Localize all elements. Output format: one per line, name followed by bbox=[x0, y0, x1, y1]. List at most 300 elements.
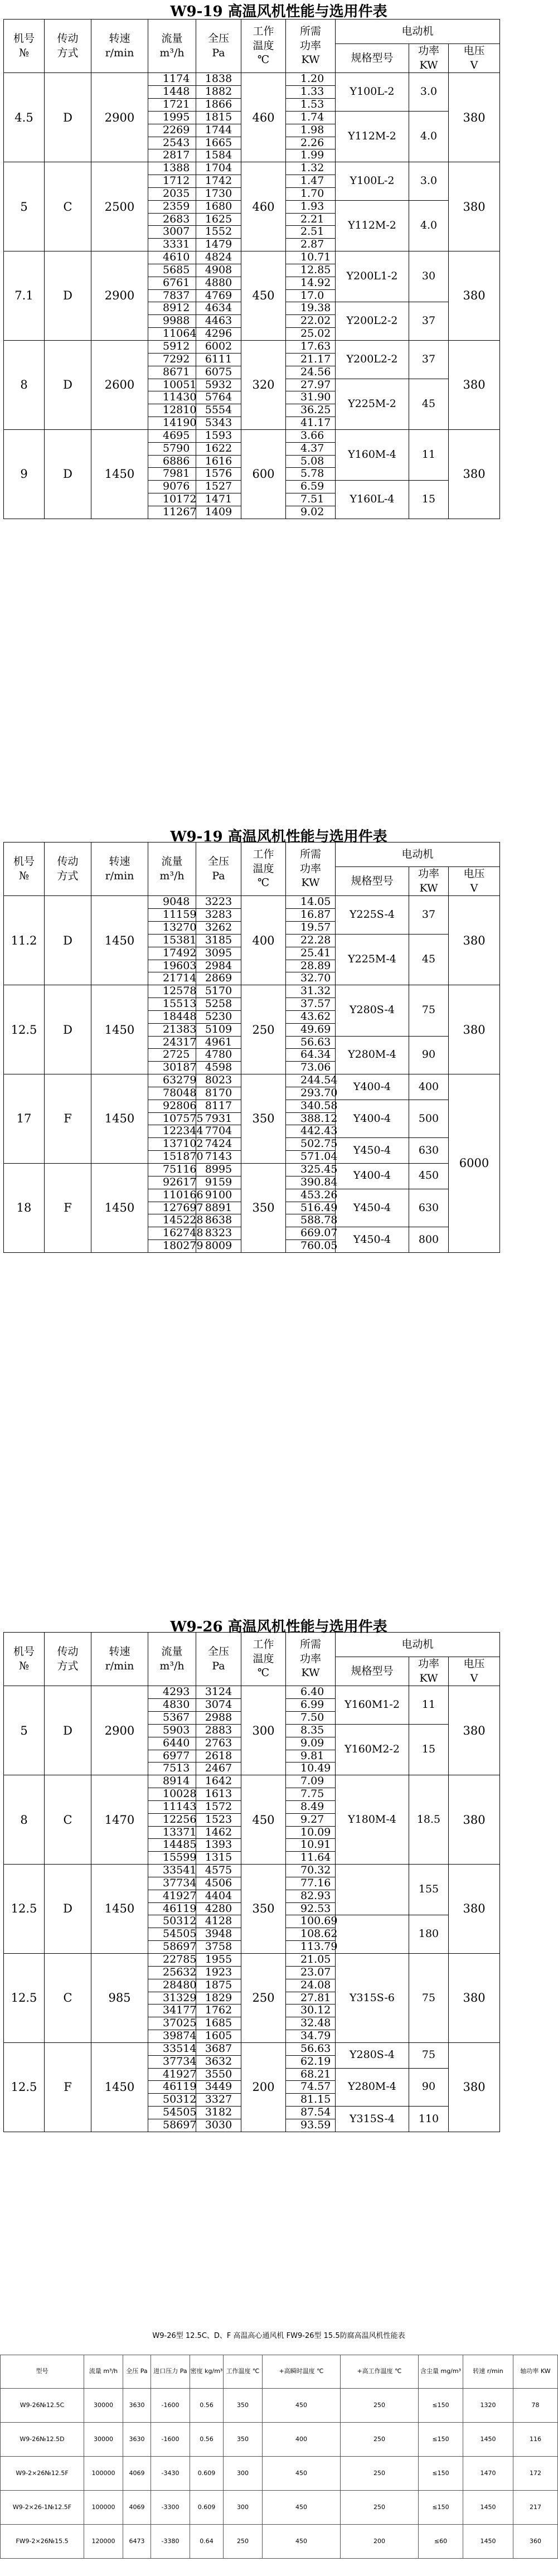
header-temp bbox=[241, 1633, 286, 1686]
table-row bbox=[1, 2491, 558, 2525]
header-text: 所需 bbox=[299, 848, 321, 861]
motor-type-cell bbox=[336, 1915, 409, 1954]
small-cell: 1450 bbox=[463, 2491, 513, 2525]
header-text: 温度 bbox=[253, 862, 274, 875]
small-cell: 1450 bbox=[463, 2423, 513, 2457]
power-cell: 41.17 bbox=[286, 417, 336, 430]
speed-cell: 1450 bbox=[91, 1164, 148, 1253]
flow-cell: 1448 bbox=[148, 86, 196, 99]
small-cell: 0.64 bbox=[190, 2525, 224, 2559]
table-row bbox=[4, 2042, 500, 2055]
model-cell: 12.5 bbox=[4, 1954, 45, 2043]
flow-cell: 9048 bbox=[148, 896, 196, 909]
pressure-cell: 1593 bbox=[196, 429, 241, 442]
motor-type-cell: Y200L2-2 bbox=[336, 341, 409, 379]
header-pressure bbox=[196, 1633, 241, 1686]
power-cell: 9.02 bbox=[286, 506, 336, 519]
flow-cell: 9076 bbox=[148, 481, 196, 493]
power-cell: 6.99 bbox=[286, 1699, 336, 1712]
flow-cell: 33541 bbox=[148, 1865, 196, 1877]
flow-cell: 12256 bbox=[148, 1813, 196, 1826]
pressure-cell: 1622 bbox=[196, 442, 241, 455]
power-cell: 24.56 bbox=[286, 366, 336, 379]
flow-cell: 9988 bbox=[148, 315, 196, 328]
motor-type-cell: Y280M-4 bbox=[336, 2068, 409, 2107]
small-cell: 250 bbox=[341, 2423, 419, 2457]
drive-cell: D bbox=[45, 985, 91, 1074]
power-cell: 442.43 bbox=[286, 1125, 336, 1138]
model-cell: 11.2 bbox=[4, 896, 45, 985]
flow-cell: 31329 bbox=[148, 1992, 196, 2004]
header-text: 规格型号 bbox=[351, 1664, 394, 1677]
header-text: 电动机 bbox=[401, 25, 434, 37]
power-cell: 5.78 bbox=[286, 468, 336, 481]
motor-power-cell: 75 bbox=[409, 985, 449, 1036]
pressure-cell: 2988 bbox=[196, 1711, 241, 1724]
power-cell: 19.57 bbox=[286, 921, 336, 934]
small-cell: -1600 bbox=[151, 2423, 190, 2457]
flow-cell: 11430 bbox=[148, 391, 196, 404]
table-row bbox=[4, 1164, 500, 1176]
motor-power-cell: 37 bbox=[409, 341, 449, 379]
flow-cell: 34177 bbox=[148, 2004, 196, 2017]
motor-power-cell: 75 bbox=[409, 1954, 449, 2043]
motor-type-cell: Y100L-2 bbox=[336, 162, 409, 201]
small-cell: 360 bbox=[513, 2525, 558, 2559]
header-text: 电压 bbox=[463, 45, 485, 57]
power-cell: 390.84 bbox=[286, 1176, 336, 1189]
pressure-cell: 1471 bbox=[196, 493, 241, 506]
small-cell: 450 bbox=[263, 2457, 341, 2491]
temp-cell: 600 bbox=[241, 429, 286, 519]
header-text: 全压 bbox=[207, 32, 229, 45]
flow-cell: 21714 bbox=[148, 972, 196, 985]
pressure-cell: 6002 bbox=[196, 341, 241, 354]
power-cell: 62.19 bbox=[286, 2055, 336, 2068]
power-cell: 17.0 bbox=[286, 289, 336, 302]
power-cell: 100.69 bbox=[286, 1915, 336, 1928]
speed-cell: 2600 bbox=[91, 341, 148, 430]
flow-cell: 8671 bbox=[148, 366, 196, 379]
pressure-cell: 1576 bbox=[196, 468, 241, 481]
flow-cell: 151870 bbox=[148, 1151, 196, 1164]
small-cell: 1320 bbox=[463, 2389, 513, 2423]
header-text: 功率 bbox=[418, 45, 439, 57]
motor-type-cell: Y225S-4 bbox=[336, 896, 409, 934]
pressure-cell: 8009 bbox=[196, 1240, 241, 1253]
motor-power-cell: 45 bbox=[409, 379, 449, 429]
header-drive bbox=[45, 1633, 91, 1686]
power-cell: 21.05 bbox=[286, 1954, 336, 1967]
temp-cell: 250 bbox=[241, 985, 286, 1074]
header-power bbox=[286, 842, 336, 896]
pressure-cell: 3182 bbox=[196, 2107, 241, 2119]
power-cell: 10.91 bbox=[286, 1839, 336, 1852]
power-cell: 93.59 bbox=[286, 2119, 336, 2132]
power-cell: 1.33 bbox=[286, 86, 336, 99]
header-text: № bbox=[19, 46, 29, 59]
header-text: 方式 bbox=[57, 869, 79, 882]
motor-type-cell: Y315S-4 bbox=[336, 2107, 409, 2132]
flow-cell: 3331 bbox=[148, 239, 196, 251]
model-cell: 17 bbox=[4, 1074, 45, 1164]
header-text: 机号 bbox=[13, 1645, 35, 1658]
voltage-cell: 380 bbox=[449, 341, 500, 430]
temp-cell: 460 bbox=[241, 73, 286, 162]
flow-cell: 3007 bbox=[148, 226, 196, 239]
flow-cell: 1388 bbox=[148, 162, 196, 175]
flow-cell: 2269 bbox=[148, 124, 196, 137]
voltage-cell: 380 bbox=[449, 896, 500, 985]
header-motor-power bbox=[409, 1657, 449, 1686]
power-cell: 14.05 bbox=[286, 896, 336, 909]
power-cell: 56.63 bbox=[286, 1036, 336, 1049]
drive-cell: D bbox=[45, 429, 91, 519]
small-cell: 217 bbox=[513, 2491, 558, 2525]
flow-cell: 6886 bbox=[148, 455, 196, 468]
power-cell: 77.16 bbox=[286, 1877, 336, 1890]
power-cell: 43.62 bbox=[286, 1010, 336, 1023]
power-cell: 23.07 bbox=[286, 1966, 336, 1979]
small-cell: 116 bbox=[513, 2423, 558, 2457]
flow-cell: 11159 bbox=[148, 909, 196, 922]
small-cell: 450 bbox=[263, 2491, 341, 2525]
flow-cell: 110166 bbox=[148, 1189, 196, 1202]
power-cell: 34.79 bbox=[286, 2030, 336, 2043]
flow-cell: 5912 bbox=[148, 341, 196, 354]
power-cell: 81.15 bbox=[286, 2094, 336, 2107]
motor-power-cell: 11 bbox=[409, 1686, 449, 1725]
drive-cell: D bbox=[45, 1865, 91, 1954]
power-cell: 1.47 bbox=[286, 175, 336, 188]
pressure-cell: 1829 bbox=[196, 1992, 241, 2004]
motor-power-cell: 630 bbox=[409, 1189, 449, 1227]
motor-power-cell: 45 bbox=[409, 934, 449, 985]
header-text: № bbox=[19, 869, 29, 882]
small-cell: 250 bbox=[341, 2457, 419, 2491]
motor-type-cell: Y450-4 bbox=[336, 1227, 409, 1253]
pressure-cell: 5343 bbox=[196, 417, 241, 430]
motor-type-cell: Y400-4 bbox=[336, 1074, 409, 1100]
drive-cell: D bbox=[45, 251, 91, 341]
small-header-cell: 含尘量 mg/m³ bbox=[419, 2355, 463, 2389]
header-text: 传动 bbox=[57, 855, 79, 868]
pressure-cell: 8323 bbox=[196, 1227, 241, 1240]
pressure-cell: 4404 bbox=[196, 1890, 241, 1902]
motor-power-cell: 500 bbox=[409, 1100, 449, 1138]
pressure-cell: 1866 bbox=[196, 98, 241, 111]
power-cell: 2.21 bbox=[286, 213, 336, 226]
pressure-cell: 3124 bbox=[196, 1686, 241, 1699]
pressure-cell: 4908 bbox=[196, 264, 241, 277]
flow-cell: 92617 bbox=[148, 1176, 196, 1189]
flow-cell: 4695 bbox=[148, 429, 196, 442]
flow-cell: 37734 bbox=[148, 1877, 196, 1890]
header-text: 流量 bbox=[161, 32, 183, 45]
power-cell: 32.70 bbox=[286, 972, 336, 985]
small-cell: ≤150 bbox=[419, 2457, 463, 2491]
voltage-cell: 380 bbox=[449, 429, 500, 519]
pressure-cell: 1815 bbox=[196, 111, 241, 124]
pressure-cell: 7704 bbox=[196, 1125, 241, 1138]
flow-cell: 5790 bbox=[148, 442, 196, 455]
flow-cell: 162748 bbox=[148, 1227, 196, 1240]
temp-cell: 250 bbox=[241, 1954, 286, 2043]
small-cell: 3630 bbox=[123, 2423, 151, 2457]
header-drive bbox=[45, 20, 91, 73]
power-cell: 28.89 bbox=[286, 960, 336, 972]
small-cell: 30000 bbox=[84, 2423, 123, 2457]
pressure-cell: 1613 bbox=[196, 1788, 241, 1801]
performance-table bbox=[3, 1632, 500, 2132]
header-text: 工作 bbox=[253, 848, 274, 861]
header-motor bbox=[336, 1633, 500, 1657]
pressure-cell: 9159 bbox=[196, 1176, 241, 1189]
flow-cell: 13270 bbox=[148, 921, 196, 934]
pressure-cell: 4463 bbox=[196, 315, 241, 328]
pressure-cell: 1665 bbox=[196, 137, 241, 149]
flow-cell: 21383 bbox=[148, 1023, 196, 1036]
model-cell: 12.5 bbox=[4, 1865, 45, 1954]
power-cell: 16.87 bbox=[286, 909, 336, 922]
flow-cell: 46119 bbox=[148, 1902, 196, 1915]
motor-type-cell: Y200L1-2 bbox=[336, 251, 409, 302]
pressure-cell: 2883 bbox=[196, 1724, 241, 1737]
flow-cell: 58697 bbox=[148, 2119, 196, 2132]
performance-table bbox=[3, 842, 500, 1253]
header-temp bbox=[241, 842, 286, 896]
motor-power-cell: 30 bbox=[409, 251, 449, 302]
small-cell: ≤150 bbox=[419, 2491, 463, 2525]
voltage-cell: 380 bbox=[449, 985, 500, 1074]
pressure-cell: 1409 bbox=[196, 506, 241, 519]
power-cell: 516.49 bbox=[286, 1202, 336, 1214]
header-text: 所需 bbox=[299, 1638, 321, 1651]
performance-table bbox=[3, 19, 500, 519]
pressure-cell: 9100 bbox=[196, 1189, 241, 1202]
pressure-cell: 7424 bbox=[196, 1138, 241, 1151]
small-cell: 120000 bbox=[84, 2525, 123, 2559]
motor-type-cell: Y280S-4 bbox=[336, 2042, 409, 2068]
pressure-cell: 1882 bbox=[196, 86, 241, 99]
header-text: m³/h bbox=[159, 1659, 185, 1672]
flow-cell: 63279 bbox=[148, 1074, 196, 1087]
pressure-cell: 1572 bbox=[196, 1800, 241, 1813]
pressure-cell: 1523 bbox=[196, 1813, 241, 1826]
header-text: ℃ bbox=[257, 1667, 270, 1679]
speed-cell: 1450 bbox=[91, 1865, 148, 1954]
power-cell: 1.70 bbox=[286, 187, 336, 200]
motor-power-cell: 15 bbox=[409, 1724, 449, 1775]
small-cell: -1600 bbox=[151, 2389, 190, 2423]
power-cell: 1.93 bbox=[286, 200, 336, 213]
pressure-cell: 2467 bbox=[196, 1762, 241, 1775]
speed-cell: 1450 bbox=[91, 1074, 148, 1164]
motor-type-cell: Y450-4 bbox=[336, 1189, 409, 1227]
header-motor-type bbox=[336, 1657, 409, 1686]
section-title: W9-19 高温风机性能与选用件表 bbox=[170, 829, 387, 845]
pressure-cell: 3223 bbox=[196, 896, 241, 909]
header-model bbox=[4, 842, 45, 896]
small-cell: 300 bbox=[224, 2491, 263, 2525]
motor-power-cell: 90 bbox=[409, 2068, 449, 2107]
flow-cell: 8914 bbox=[148, 1775, 196, 1788]
flow-cell: 75116 bbox=[148, 1164, 196, 1176]
pressure-cell: 5764 bbox=[196, 391, 241, 404]
header-power bbox=[286, 1633, 336, 1686]
pressure-cell: 1584 bbox=[196, 149, 241, 162]
power-cell: 760.05 bbox=[286, 1240, 336, 1253]
speed-cell: 2500 bbox=[91, 162, 148, 251]
flow-cell: 13371 bbox=[148, 1826, 196, 1839]
flow-cell: 5685 bbox=[148, 264, 196, 277]
temp-cell: 350 bbox=[241, 1164, 286, 1253]
header-motor-power bbox=[409, 44, 449, 73]
power-cell: 453.26 bbox=[286, 1189, 336, 1202]
power-cell: 293.70 bbox=[286, 1087, 336, 1100]
flow-cell: 145228 bbox=[148, 1214, 196, 1227]
power-cell: 12.85 bbox=[286, 264, 336, 277]
voltage-cell: 380 bbox=[449, 162, 500, 251]
temp-cell: 450 bbox=[241, 1775, 286, 1865]
small-cell: ≤150 bbox=[419, 2389, 463, 2423]
small-cell: 250 bbox=[341, 2491, 419, 2525]
header-text: V bbox=[470, 1672, 478, 1684]
pressure-cell: 1704 bbox=[196, 162, 241, 175]
pressure-cell: 1462 bbox=[196, 1826, 241, 1839]
power-cell: 22.02 bbox=[286, 315, 336, 328]
pressure-cell: 4780 bbox=[196, 1049, 241, 1062]
small-cell: W9-2×26№12.5F bbox=[1, 2457, 84, 2491]
model-cell: 5 bbox=[4, 1686, 45, 1775]
small-cell: 4069 bbox=[123, 2491, 151, 2525]
power-cell: 74.57 bbox=[286, 2081, 336, 2094]
header-text: 机号 bbox=[13, 855, 35, 868]
header-text: KW bbox=[419, 59, 438, 71]
motor-type-cell: Y160L-4 bbox=[336, 481, 409, 519]
pressure-cell: 1875 bbox=[196, 1979, 241, 1992]
header-text: Pa bbox=[212, 869, 225, 882]
flow-cell: 7981 bbox=[148, 468, 196, 481]
header-text: KW bbox=[419, 1672, 438, 1684]
power-cell: 22.28 bbox=[286, 934, 336, 947]
header-text: 功率 bbox=[299, 39, 321, 52]
model-cell: 4.5 bbox=[4, 73, 45, 162]
power-cell: 27.97 bbox=[286, 379, 336, 391]
temp-cell: 400 bbox=[241, 896, 286, 985]
motor-type-cell: Y160M1-2 bbox=[336, 1686, 409, 1725]
small-cell: 6473 bbox=[123, 2525, 151, 2559]
flow-cell: 4610 bbox=[148, 251, 196, 264]
flow-cell: 50312 bbox=[148, 2094, 196, 2107]
header-text: 规格型号 bbox=[351, 874, 394, 887]
motor-type-cell: Y225M-4 bbox=[336, 934, 409, 985]
pressure-cell: 3283 bbox=[196, 909, 241, 922]
power-cell: 7.09 bbox=[286, 1775, 336, 1788]
header-speed bbox=[91, 842, 148, 896]
drive-cell: C bbox=[45, 1954, 91, 2043]
table-row bbox=[4, 429, 500, 442]
small-cell: FW9-2×26№15.5 bbox=[1, 2525, 84, 2559]
motor-type-cell: Y280M-4 bbox=[336, 1036, 409, 1074]
power-cell: 56.63 bbox=[286, 2042, 336, 2055]
pressure-cell: 5258 bbox=[196, 998, 241, 1011]
pressure-cell: 1479 bbox=[196, 239, 241, 251]
header-text: 功率 bbox=[418, 868, 439, 880]
power-cell: 82.93 bbox=[286, 1890, 336, 1902]
power-cell: 9.27 bbox=[286, 1813, 336, 1826]
flow-cell: 1174 bbox=[148, 73, 196, 86]
header-text: № bbox=[19, 1659, 29, 1672]
power-cell: 1.98 bbox=[286, 124, 336, 137]
flow-cell: 37025 bbox=[148, 2017, 196, 2030]
flow-cell: 2035 bbox=[148, 187, 196, 200]
power-cell: 31.32 bbox=[286, 985, 336, 998]
motor-type-cell: Y160M-4 bbox=[336, 429, 409, 480]
small-header-cell: 进口压力 Pa bbox=[151, 2355, 190, 2389]
flow-cell: 10028 bbox=[148, 1788, 196, 1801]
power-cell: 92.53 bbox=[286, 1902, 336, 1915]
flow-cell: 33514 bbox=[148, 2042, 196, 2055]
speed-cell: 1450 bbox=[91, 429, 148, 519]
header-flow bbox=[148, 20, 196, 73]
flow-cell: 14485 bbox=[148, 1839, 196, 1852]
power-cell: 10.49 bbox=[286, 1762, 336, 1775]
power-cell: 2.26 bbox=[286, 137, 336, 149]
drive-cell: F bbox=[45, 1164, 91, 1253]
header-text: 全压 bbox=[207, 855, 229, 868]
pressure-cell: 1744 bbox=[196, 124, 241, 137]
pressure-cell: 1315 bbox=[196, 1852, 241, 1865]
pressure-cell: 8170 bbox=[196, 1087, 241, 1100]
temp-cell: 300 bbox=[241, 1686, 286, 1775]
model-cell: 9 bbox=[4, 429, 45, 519]
pressure-cell: 1762 bbox=[196, 2004, 241, 2017]
header-text: r/min bbox=[105, 869, 134, 882]
flow-cell: 2725 bbox=[148, 1049, 196, 1062]
header-text: m³/h bbox=[159, 46, 185, 59]
power-cell: 17.63 bbox=[286, 341, 336, 354]
table-row bbox=[4, 896, 500, 909]
power-cell: 1.74 bbox=[286, 111, 336, 124]
flow-cell: 5367 bbox=[148, 1711, 196, 1724]
small-cell: W9-26№12.5D bbox=[1, 2423, 84, 2457]
drive-cell: D bbox=[45, 341, 91, 430]
small-cell: 4069 bbox=[123, 2457, 151, 2491]
power-cell: 64.34 bbox=[286, 1049, 336, 1062]
header-temp bbox=[241, 20, 286, 73]
header-voltage bbox=[449, 44, 500, 73]
temp-cell: 350 bbox=[241, 1865, 286, 1954]
pressure-cell: 3030 bbox=[196, 2119, 241, 2132]
flow-cell: 8912 bbox=[148, 302, 196, 315]
table-row bbox=[1, 2423, 558, 2457]
power-cell: 6.40 bbox=[286, 1686, 336, 1699]
table-row bbox=[4, 1954, 500, 1967]
pressure-cell: 4296 bbox=[196, 328, 241, 341]
flow-cell: 37734 bbox=[148, 2055, 196, 2068]
header-text: 功率 bbox=[299, 862, 321, 875]
flow-cell: 122344 bbox=[148, 1125, 196, 1138]
flow-cell: 15599 bbox=[148, 1852, 196, 1865]
motor-power-cell: 90 bbox=[409, 1036, 449, 1074]
speed-cell: 1450 bbox=[91, 896, 148, 985]
power-cell: 11.64 bbox=[286, 1852, 336, 1865]
drive-cell: C bbox=[45, 162, 91, 251]
power-cell: 1.99 bbox=[286, 149, 336, 162]
pressure-cell: 5554 bbox=[196, 404, 241, 417]
motor-power-cell: 18.5 bbox=[409, 1775, 449, 1865]
